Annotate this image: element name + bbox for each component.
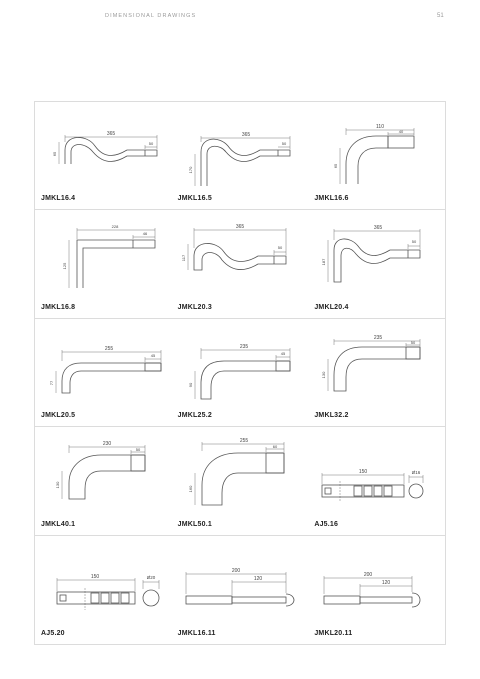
drawing-cell-jmkl32-2 [308,319,445,427]
product-code: JMKL20.3 [177,303,212,311]
drawing-cell-jmkl20-5 [35,319,172,427]
drawing-jmkl32-2 [308,319,445,427]
drawing-cell-jmkl20-4 [308,210,445,318]
drawing-jmkl16-4 [35,102,172,210]
dim-height: 90 [187,382,193,388]
dim-end: 45 [150,352,156,358]
dim-end: 120 [382,579,391,586]
dim-height: 130 [55,481,60,489]
dim-height: 65 [333,163,339,169]
drawing-jmkl50-1 [172,427,309,535]
product-code: JMKL20.11 [314,630,353,637]
drawing-cell-jmkl16-6 [308,102,445,210]
dim-end: 46 [142,231,148,237]
dim-end: 50 [277,245,282,251]
dim-length: 235 [374,334,383,341]
header-title: DIMENSIONAL DRAWINGS [105,13,197,19]
page-number: 51 [437,13,444,19]
dim-height: 130 [321,371,327,379]
product-code: JMKL16.11 [177,630,216,637]
drawing-cell-jmkl50-1 [172,427,309,535]
drawing-cell-aj5-16 [308,427,445,535]
dim-end: 50 [411,339,416,345]
dim-diameter: Ø20 [146,574,156,580]
drawing-cell-jmkl16-11 [172,536,309,644]
dim-end: 50 [281,141,286,146]
dim-height: 117 [180,255,186,262]
product-code: JMKL20.4 [314,303,349,311]
dim-length: 150 [359,469,368,476]
drawing-cell-aj5-20 [35,536,172,644]
dim-diameter: Ø16 [412,470,421,476]
dim-length: 200 [364,571,373,578]
drawing-cell-jmkl25-2 [172,319,309,427]
drawing-cell-jmkl40-1 [35,427,172,535]
dim-length: 230 [102,441,112,448]
drawing-aj5-20 [35,536,172,644]
product-code: JMKL16.4 [41,195,76,203]
drawing-jmkl16-8 [35,210,172,318]
drawing-cell-jmkl20-3 [172,210,309,318]
dim-length: 255 [104,345,114,352]
drawing-jmkl16-5 [172,102,309,210]
drawing-aj5-16 [308,427,445,535]
drawing-jmkl20-11 [308,536,445,644]
drawing-jmkl20-4 [308,210,445,318]
dim-length: 150 [90,573,100,580]
drawing-jmkl20-3 [172,210,309,318]
product-code: AJ5.16 [314,520,339,528]
dim-length: 365 [374,225,383,232]
dim-end: 50 [412,239,417,245]
drawing-cell-jmkl16-8 [35,210,172,318]
drawing-jmkl16-6 [308,102,445,210]
dim-height: 187 [321,259,327,266]
product-code: JMKL32.2 [314,412,349,420]
dim-height: 65 [52,151,57,157]
product-code: JMKL16.8 [41,303,76,311]
dim-height: 125 [62,263,67,270]
dim-length: 365 [235,224,244,231]
dim-length: 365 [106,131,116,137]
drawing-jmkl40-1 [35,427,172,535]
product-code: JMKL16.6 [314,195,349,203]
drawing-jmkl16-11 [172,536,309,644]
dim-length: 110 [376,124,385,130]
dim-height: 77 [49,380,54,386]
dim-length: 200 [231,567,240,574]
product-code: JMKL40.1 [41,520,76,528]
dim-end: 45 [280,350,285,356]
dim-end: 50 [148,141,154,146]
dim-end: 50 [135,447,141,453]
dim-end: 120 [253,575,262,582]
page-header [0,0,480,30]
dim-length: 255 [239,438,248,445]
dim-length: 235 [239,343,248,350]
product-code: AJ5.20 [41,630,65,637]
dim-height: 160 [187,485,193,493]
dim-end: 40 [399,129,404,134]
drawing-cell-jmkl16-5 [172,102,309,210]
product-code: JMKL50.1 [177,520,212,528]
drawing-grid [34,101,446,645]
product-code: JMKL25.2 [177,412,212,420]
dim-height: 170 [187,166,193,174]
drawing-jmkl20-5 [35,319,172,427]
drawing-cell-jmkl20-11 [308,536,445,644]
product-code: JMKL16.5 [177,195,212,203]
product-code: JMKL20.5 [41,412,76,420]
dim-length: 365 [241,132,250,138]
drawing-cell-jmkl16-4 [35,102,172,210]
drawing-jmkl25-2 [172,319,309,427]
dim-length: 228 [111,224,119,230]
dim-end: 60 [272,444,277,450]
